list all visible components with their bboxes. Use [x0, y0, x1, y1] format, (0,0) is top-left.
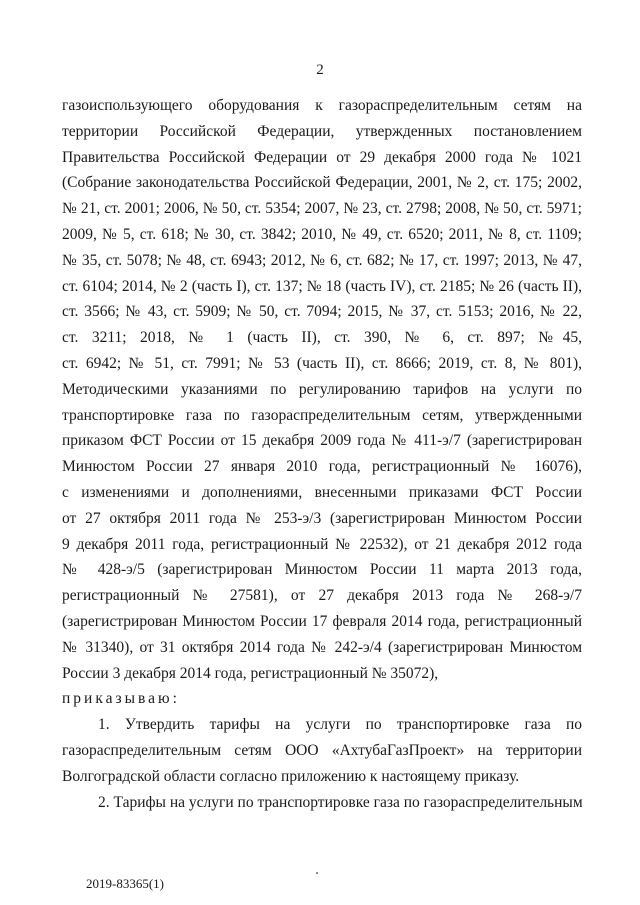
- text-line: транспортировке газа по газораспределительным сетям, утвержденными: [62, 406, 582, 424]
- document-body: [62, 93, 582, 815]
- text-line: ст. 3211; 2018, № 1 (часть II), ст. 390, № 6, ст. 897; №45,: [62, 329, 582, 347]
- text-line: (Собрание законодательства Российской Федерации, 2001, № 2, ст. 175; 2002,: [62, 174, 582, 192]
- item-2-paragraph: [62, 790, 582, 816]
- page-number: 2: [316, 62, 324, 78]
- text-line: территории Российской Федерации, утвержденных постановлением: [62, 122, 582, 140]
- text-line: Правительства Российской Федерации от 29 декабря 2000 года № 1021: [62, 148, 582, 166]
- text-line: от 27 октября 2011 года № 253-э/3 (зарегистрирован Минюстом России: [62, 509, 582, 527]
- text-line: 2009, № 5, ст. 618; № 30, ст. 3842; 2010, № 49, ст. 6520; 2011, № 8, ст. 1109;: [62, 225, 582, 243]
- text-line: с изменениями и дополнениями, внесенными приказами ФСТ России: [62, 483, 582, 501]
- document-code: 2019-83365(1): [86, 876, 164, 891]
- text-line: № 21, ст. 2001; 2006, № 50, ст. 5354; 2007, № 23, ст. 2798; 2008, № 50, ст. 5971;: [62, 200, 582, 218]
- text-line: Методическими указаниями по регулированию тарифов на услуги по: [62, 380, 582, 398]
- text-line: регистрационный № 27581), от 27 декабря 2013 года № 268-э/7: [62, 587, 582, 605]
- text-line: приказом ФСТ России от 15 декабря 2009 года № 411-э/7 (зарегистрирован: [62, 432, 582, 450]
- text-line: 1. Утвердить тарифы на услуги по транспортировке газа по: [98, 716, 582, 734]
- scan-dot: [316, 872, 318, 874]
- text-line: ст. 6104; 2014, № 2 (часть I), ст. 137; № 18 (часть IV), ст. 2185; № 26 (часть II),: [62, 277, 582, 295]
- text-line: газоиспользующего оборудования к газораспределительным сетям на: [62, 97, 582, 114]
- text-line: (зарегистрирован Минюстом России 17 февраля 2014 года, регистрационный: [62, 612, 582, 630]
- text-line: газораспределительным сетям ООО «АхтубаГазПроект» на территории: [62, 741, 582, 759]
- item-1-paragraph: [62, 712, 582, 789]
- text-line: Волгоградской области согласно приложению к настоящему приказу.: [62, 767, 520, 785]
- text-line: 9 декабря 2011 года, регистрационный № 22532), от 21 декабря 2012 года: [62, 535, 582, 553]
- text-line: № 428-э/5 (зарегистрирован Минюстом России 11 марта 2013 года,: [62, 561, 582, 579]
- preamble-paragraph: [62, 93, 582, 686]
- text-line: ст. 3566; № 43, ст. 5909; № 50, ст. 7094; 2015, № 37, ст. 5153; 2016, № 22,: [62, 303, 582, 321]
- order-word: приказываю:: [62, 690, 180, 708]
- text-line: № 31340), от 31 октября 2014 года № 242-э/4 (зарегистрирован Минюстом: [62, 638, 582, 656]
- text-line: ст. 6942; № 51, ст. 7991; № 53 (часть II), ст. 8666; 2019, ст. 8, № 801),: [62, 354, 582, 372]
- text-line: России 3 декабря 2014 года, регистрационный № 35072),: [62, 664, 439, 682]
- text-line: № 35, ст. 5078; № 48, ст. 6943; 2012, № 6, ст. 682; № 17, ст. 1997; 2013, № 47,: [62, 251, 582, 269]
- text-line: 2. Тарифы на услуги по транспортировке газа по газораспределительным: [98, 793, 583, 811]
- order-word-paragraph: [62, 686, 582, 712]
- text-line: Минюстом России 27 января 2010 года, регистрационный № 16076),: [62, 458, 582, 476]
